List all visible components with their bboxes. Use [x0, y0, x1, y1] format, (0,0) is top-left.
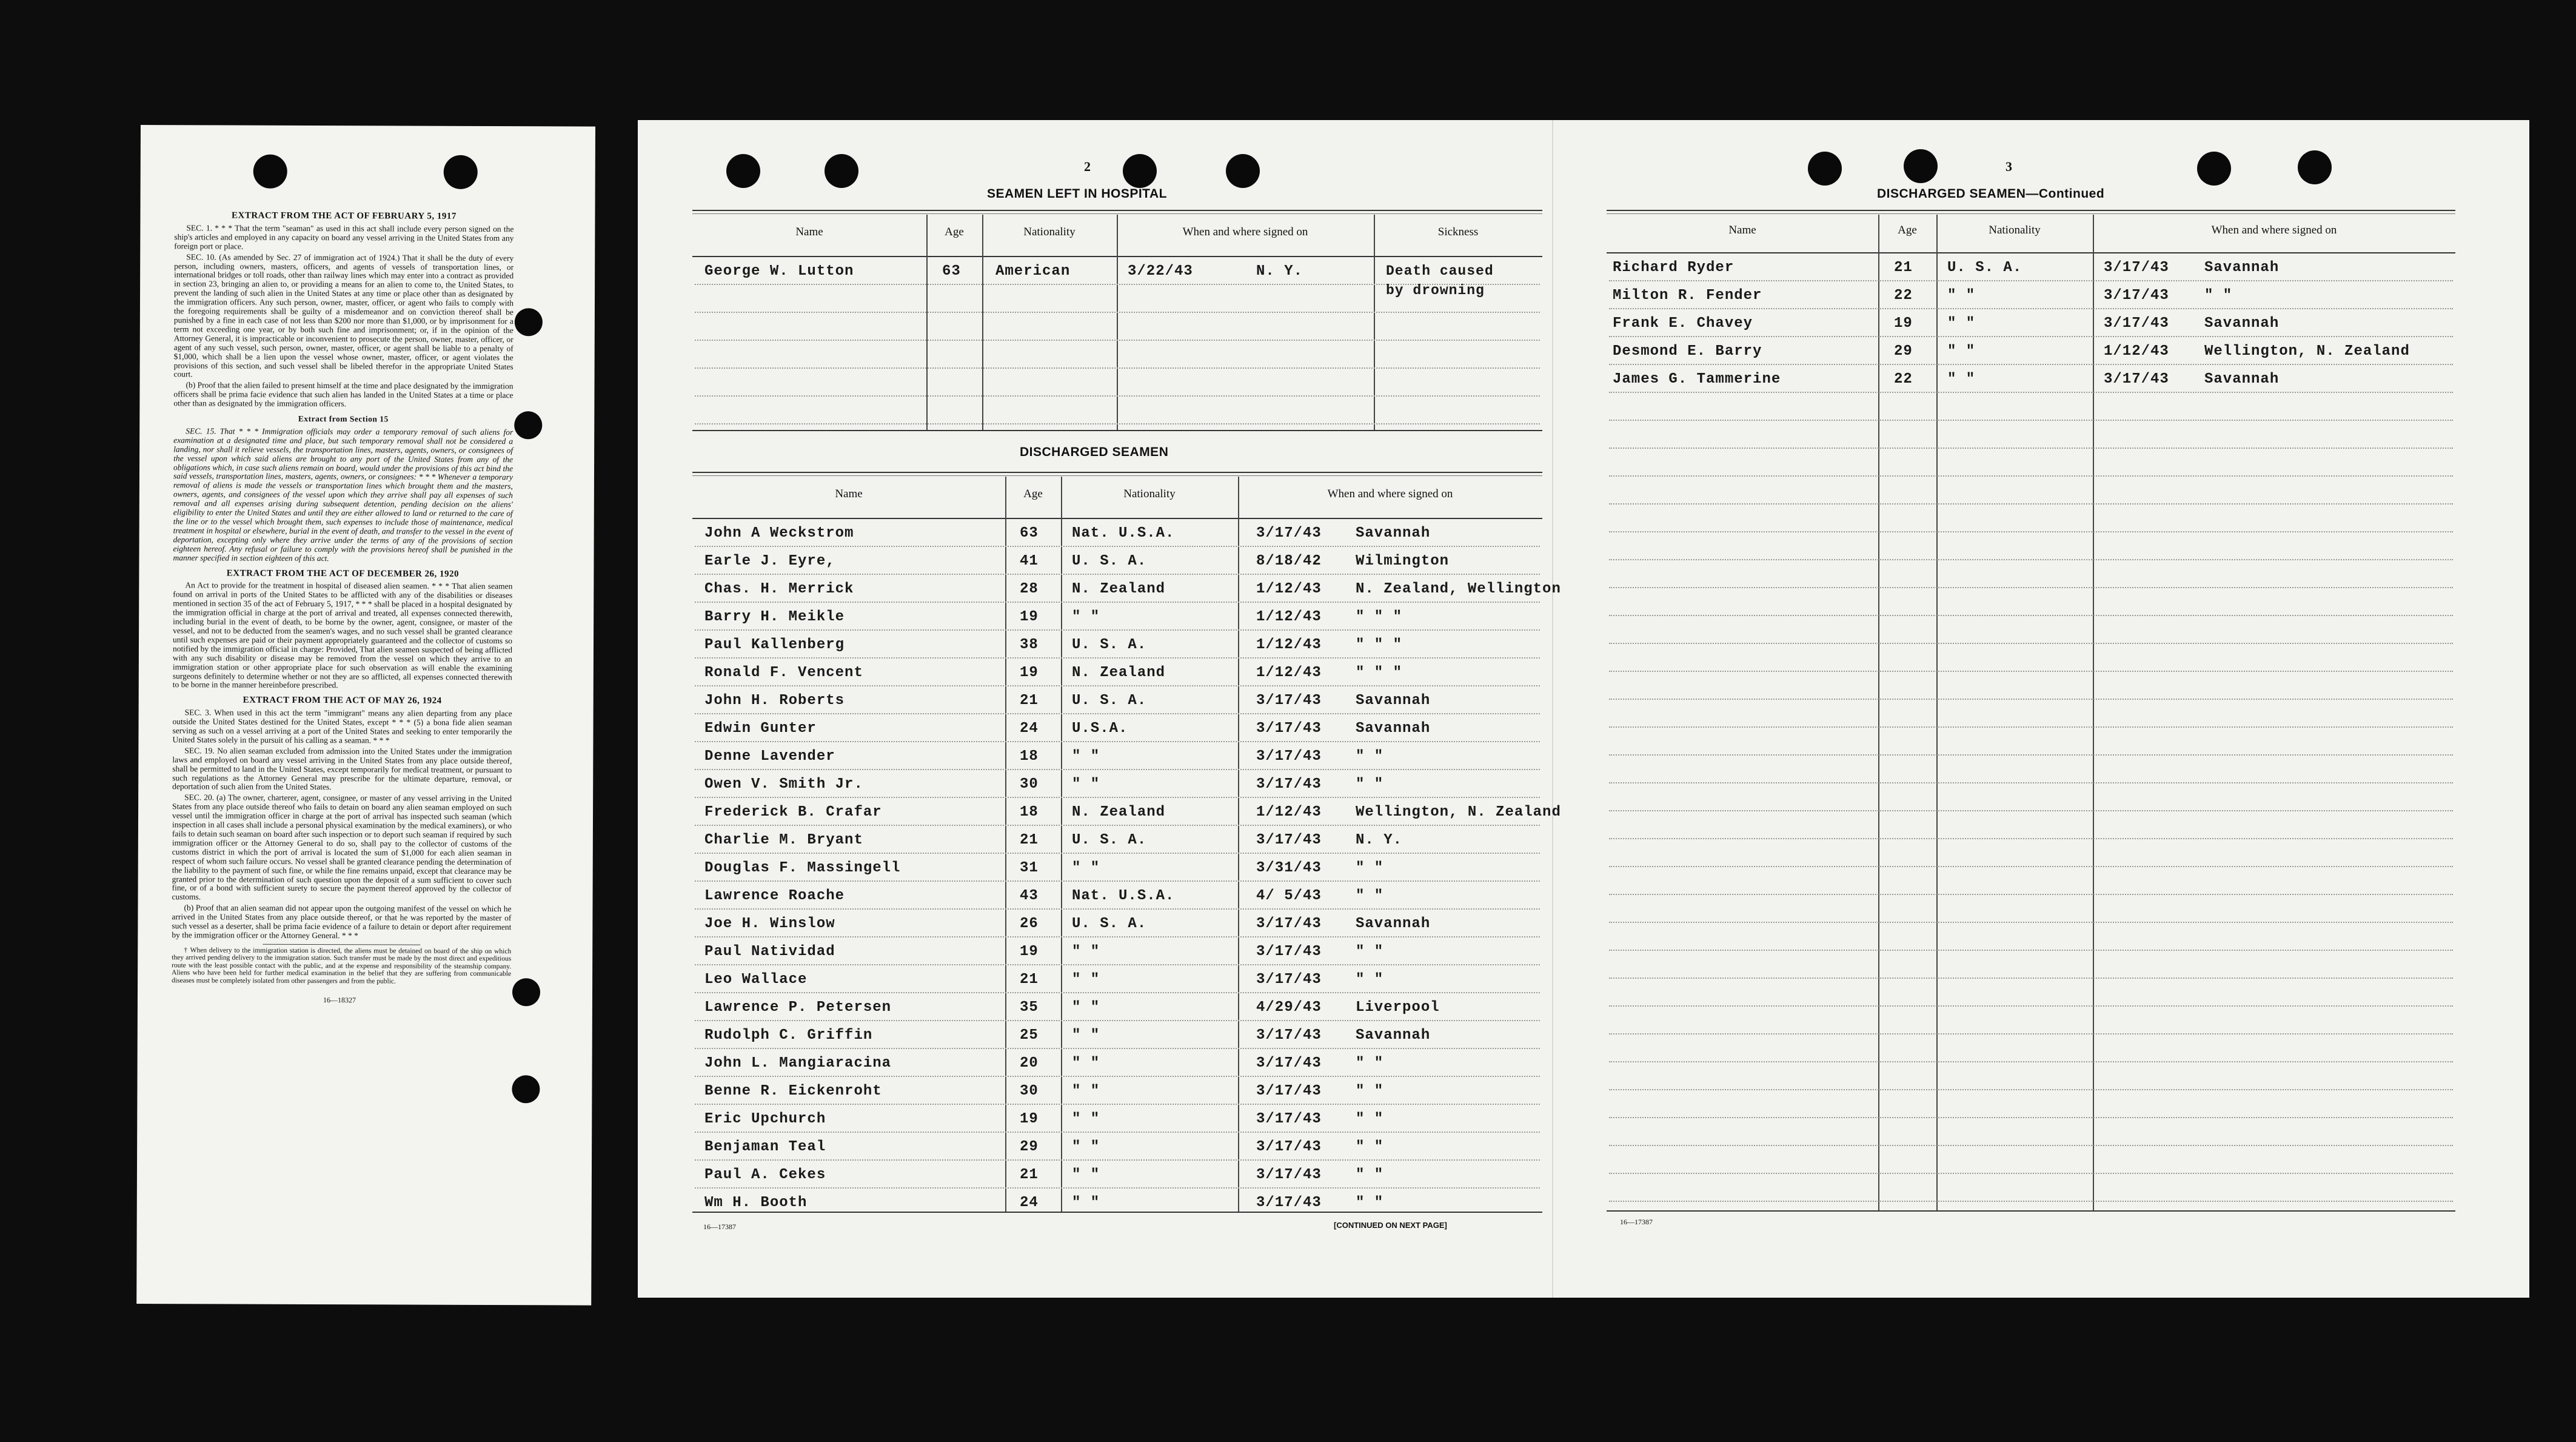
cell-nationality: " " — [1947, 287, 1976, 304]
cell-date: 1/12/43 — [1256, 804, 1322, 820]
cell-name: Paul A. Cekes — [704, 1167, 826, 1183]
cell-date: 1/12/43 — [1256, 581, 1322, 597]
cell-date: 1/12/43 — [1256, 609, 1322, 625]
row-rule — [1609, 336, 2453, 337]
cell-age: 19 — [1894, 315, 1913, 332]
row-rule — [1609, 754, 2453, 756]
punch-hole — [2298, 150, 2332, 184]
cell-age: 30 — [1020, 1083, 1039, 1099]
cell-place: " " " — [1356, 637, 1403, 653]
cell-place: " " — [1356, 971, 1384, 988]
row-rule — [695, 602, 1540, 603]
cell-name: Lawrence Roache — [704, 888, 845, 904]
table-bottom-rule — [692, 430, 1542, 431]
row-rule — [695, 741, 1540, 742]
cell-name: Richard Ryder — [1613, 260, 1735, 276]
hospital-title: SEAMEN LEFT IN HOSPITAL — [987, 187, 1167, 201]
act-1920-text: An Act to provide for the treatment in hospital of diseased alien seamen. * * * That alien seamen found on arrival in ports of the United States to be afflicted with any of the disabilities or diseases mentioned in section 35 of the act of February 5, 1917, * * * shall be placed in a hospital designated by the immigration official in charge at the port of arrival and treated, all expenses connected therewith, including burial in the event of death, to be borne by the owner, agent, consignee, or master of the vessel, and not to be deducted from the seamen's wages, and no such vessel shall be granted clearance until such expenses are paid or their payment appropriately guaranteed and the collector of customs so notified by the immigration official in charge: Provided, That alien seamen suspected of being afflicted with any such disability or disease may be removed from the vessel on which they arrive to an immigration station or other appropriate place for such observation as will enable the examining surgeons definitely to determine whether or not they are so afflicted, all expenses connected therewith to be borne in the manner hereinbefore prescribed. — [172, 580, 513, 690]
act-1924-sec20b: (b) Proof that an alien seaman did not appear upon the outgoing manifest of the vessel on which he arrived in the United States from any place outside thereof, or that he was reported by the master of such vessel as a deserter, shall be prima facie evidence of a failure to detain or deport after requirement by the immigration officer or the Attorney General. * * * — [172, 903, 512, 941]
cell-name: Earle J. Eyre, — [704, 553, 835, 569]
cell-age: 38 — [1020, 637, 1039, 653]
cell-date: 3/17/43 — [1256, 720, 1322, 737]
row-rule — [695, 880, 1540, 882]
cell-place: Liverpool — [1356, 999, 1440, 1016]
row-rule — [695, 340, 1540, 341]
cell-nationality: " " — [1072, 609, 1100, 625]
column-header-3: When and where signed on — [1182, 226, 1308, 238]
cell-place: Savannah — [1356, 1027, 1431, 1044]
column-header-2: Nationality — [1023, 226, 1076, 238]
row-rule — [695, 1159, 1540, 1161]
cell-place: Savannah — [2204, 371, 2280, 387]
cell-nationality: " " — [1072, 1195, 1100, 1211]
row-rule — [1609, 1033, 2453, 1035]
column-header-0: Name — [1728, 224, 1756, 236]
cell-name: Leo Wallace — [704, 971, 808, 988]
page-fold — [1552, 120, 1553, 1298]
row-rule — [1609, 308, 2453, 309]
column-header-2: Nationality — [1123, 488, 1176, 500]
punch-hole — [514, 411, 542, 439]
row-rule — [1609, 615, 2453, 616]
footnote: † When delivery to the immigration station is directed, the aliens must be detained on board of the ship on which they arrived pending delivery to the immigration station. Such transfer must be made by the most direct and expeditious route with the least possible contact with the public, and at the expense and responsibility of the steamship company. Aliens who have been held for further medical examination in the belief that they are suffering from communicable diseases must be completely isolated from other passengers and from the public. — [172, 947, 512, 985]
row-rule — [695, 853, 1540, 854]
cell-nationality: " " — [1072, 776, 1100, 793]
row-rule — [1609, 1117, 2453, 1118]
column-divider — [1374, 215, 1375, 431]
column-header-1: Age — [945, 226, 964, 238]
cell-nationality: " " — [1072, 860, 1100, 876]
row-rule — [695, 685, 1540, 686]
cell-date: 3/17/43 — [2104, 287, 2169, 304]
cell-age: 21 — [1020, 832, 1039, 848]
discharged-table — [692, 472, 1561, 1213]
cell-nationality: U. S. A. — [1072, 832, 1147, 848]
form-number: 16—17387 — [1620, 1218, 1653, 1226]
row-rule — [1609, 280, 2453, 281]
punch-hole — [515, 308, 543, 336]
cell-date: 3/17/43 — [1256, 1111, 1322, 1127]
cell-name: Joe H. Winslow — [704, 916, 835, 932]
row-rule — [695, 964, 1540, 965]
cell-place: N. Y. — [1256, 263, 1303, 280]
row-rule — [1609, 1061, 2453, 1062]
page-number: 2 — [1084, 159, 1091, 174]
section-1: SEC. 1. * * * That the term "seaman" as used in this act shall include every person signed on the ship's articles and employed in any capacity on board any vessel arriving in the United States from any foreign port or place. — [174, 223, 514, 251]
row-rule — [695, 574, 1540, 575]
row-rule — [1609, 420, 2453, 421]
cell-name: Chas. H. Merrick — [704, 581, 854, 597]
cell-nationality: " " — [1947, 371, 1976, 387]
cell-place: N. Y. — [1356, 832, 1403, 848]
column-header-4: Sickness — [1437, 226, 1479, 238]
cell-name: John L. Mangiaracina — [704, 1055, 892, 1071]
row-rule — [1609, 1089, 2453, 1090]
punch-hole — [512, 1075, 540, 1103]
row-rule — [695, 936, 1540, 937]
punch-hole — [726, 154, 760, 188]
cell-age: 41 — [1020, 553, 1039, 569]
cell-nationality: American — [995, 263, 1071, 280]
section-15: SEC. 15. That * * * Immigration officials may order a temporary removal of such aliens for examination at a designated time and place, but such temporary removal shall not be considered a landing, nor shall it relieve vessels, the transportation lines, masters, agents, owners, or consignees of the vessel upon which said aliens are brought to any port of the United States from any of the obligations which, in case such aliens remain on board, would under the provisions of this act bind the said vessels, transportation lines, masters, agents, owners, or consignees: * * * Whenever a temporary removal of aliens is made the vessels or transportation lines which brought them and the masters, owners, agents, and consignees of the vessel upon which they arrive shall pay all expenses of such removal and all expenses arising during subsequent detention, pending decision on the aliens' eligibility to enter the United States and until they are either allowed to land or returned to the care of the line or to the vessel which brought them, such expenses to include those of maintenance, medical treatment in hospital or elsewhere, burial in the event of death, and transfer to the vessel in the event of deportation, excepting only where they arrive under the terms of any of the provisions of section eighteen hereof. Any refusal or failure to comply with the provisions hereof shall be punished in the manner specified in section eighteen of this act. — [173, 426, 514, 563]
row-rule — [695, 1104, 1540, 1105]
table-top-rule — [692, 210, 1542, 211]
cell-age: 25 — [1020, 1027, 1039, 1044]
row-rule — [695, 1132, 1540, 1133]
cell-name: Benjaman Teal — [704, 1139, 826, 1155]
act-1924-sec3: SEC. 3. When used in this act the term "immigrant" means any alien departing from any place outside the United States destined for the United States, except * * * (5) a bona fide alien seaman serving as such on a vessel arriving at a port of the United States and seeking to enter temporarily the United States solely in the pursuit of his calling as a seaman. * * * — [172, 708, 512, 745]
cell-place: " " — [1356, 748, 1384, 765]
column-header-0: Name — [795, 226, 823, 238]
cell-nationality: N. Zealand — [1072, 665, 1166, 681]
page-number: 3 — [2006, 159, 2012, 174]
cell-age: 29 — [1020, 1139, 1039, 1155]
cell-date: 3/17/43 — [1256, 832, 1322, 848]
cell-date: 4/ 5/43 — [1256, 888, 1322, 904]
cell-name: John A Weckstrom — [704, 525, 854, 542]
cell-place: " " — [1356, 944, 1384, 960]
cell-age: 21 — [1020, 971, 1039, 988]
cell-nationality: " " — [1072, 748, 1100, 765]
row-rule — [1609, 671, 2453, 672]
continued-table — [1607, 210, 2455, 1212]
cell-date: 3/17/43 — [1256, 1195, 1322, 1211]
cell-age: 26 — [1020, 916, 1039, 932]
cell-age: 43 — [1020, 888, 1039, 904]
cell-name: George W. Lutton — [704, 263, 854, 280]
cell-name: Benne R. Eickenroht — [704, 1083, 882, 1099]
cell-age: 31 — [1020, 860, 1039, 876]
cell-place: N. Zealand, Wellington — [1356, 581, 1561, 597]
cell-name: Frederick B. Crafar — [704, 804, 882, 820]
cell-nationality: U. S. A. — [1072, 553, 1147, 569]
cell-age: 19 — [1020, 665, 1039, 681]
cell-date: 3/17/43 — [1256, 1027, 1322, 1044]
cell-date: 3/17/43 — [1256, 944, 1322, 960]
cell-nationality: " " — [1072, 1083, 1100, 1099]
cell-place: " " — [2204, 287, 2233, 304]
row-rule — [1609, 1005, 2453, 1007]
act-1924-sec19: SEC. 19. No alien seaman excluded from admission into the United States under the immigration laws and employed on board any vessel arriving in the United States from any place outside thereof, shall be permitted to land in the United States, except temporarily for medical treatment, or pursuant to such regulations as the Attorney General may prescribe for the ultimate departure, removal, or deportation of such alien from the United States. — [172, 746, 512, 792]
row-rule — [1609, 838, 2453, 839]
cell-age: 19 — [1020, 944, 1039, 960]
cell-name: Desmond E. Barry — [1613, 343, 1762, 360]
cell-date: 3/17/43 — [1256, 971, 1322, 988]
cell-name: Denne Lavender — [704, 748, 835, 765]
header-rule — [1607, 252, 2455, 253]
cell-place: Savannah — [1356, 692, 1431, 709]
cell-date: 1/12/43 — [2104, 343, 2169, 360]
cell-nationality: Nat. U.S.A. — [1072, 888, 1175, 904]
cell-date: 3/17/43 — [2104, 315, 2169, 332]
row-rule — [1609, 978, 2453, 979]
column-header-3: When and where signed on — [2211, 224, 2337, 236]
cell-date: 3/17/43 — [1256, 1055, 1322, 1071]
cell-nationality: Nat. U.S.A. — [1072, 525, 1175, 542]
cell-nationality: " " — [1072, 999, 1100, 1016]
row-rule — [695, 825, 1540, 826]
cell-date: 3/17/43 — [1256, 916, 1322, 932]
cell-place: " " — [1356, 1139, 1384, 1155]
column-header-2: Nationality — [1989, 224, 2041, 236]
cell-age: 22 — [1894, 371, 1913, 387]
cell-age: 21 — [1894, 260, 1913, 276]
cell-nationality: " " — [1072, 1027, 1100, 1044]
column-header-0: Name — [835, 488, 863, 500]
form-number: 16—17387 — [703, 1222, 736, 1231]
cell-place: " " — [1356, 1083, 1384, 1099]
row-rule — [1609, 1145, 2453, 1146]
cell-name: Milton R. Fender — [1613, 287, 1762, 304]
column-header-1: Age — [1898, 224, 1917, 236]
cell-age: 19 — [1020, 1111, 1039, 1127]
heading-act-1917: EXTRACT FROM THE ACT OF FEBRUARY 5, 1917 — [231, 210, 457, 221]
row-rule — [695, 1187, 1540, 1189]
column-divider — [926, 215, 928, 431]
cell-date: 3/17/43 — [2104, 371, 2169, 387]
header-rule — [692, 518, 1542, 519]
row-rule — [695, 908, 1540, 910]
column-divider — [982, 215, 983, 431]
cell-date: 3/17/43 — [1256, 1083, 1322, 1099]
cell-date: 3/17/43 — [1256, 748, 1322, 765]
cell-name: Edwin Gunter — [704, 720, 817, 737]
cell-nationality: " " — [1947, 315, 1976, 332]
cell-nationality: " " — [1072, 944, 1100, 960]
punch-hole — [825, 154, 858, 188]
cell-nationality: " " — [1947, 343, 1976, 360]
column-header-1: Age — [1023, 488, 1043, 500]
punch-hole — [2197, 152, 2231, 186]
cell-date: 3/17/43 — [2104, 260, 2169, 276]
cell-place: " " " — [1356, 665, 1403, 681]
cell-name: Paul Kallenberg — [704, 637, 845, 653]
punch-hole — [444, 155, 478, 189]
row-rule — [695, 395, 1540, 397]
cell-place: Wellington, N. Zealand — [1356, 804, 1561, 820]
cell-nationality: " " — [1072, 971, 1100, 988]
table-bottom-rule — [692, 1212, 1542, 1213]
cell-age: 24 — [1020, 1195, 1039, 1211]
table-top-rule — [1607, 213, 2455, 214]
cell-place: " " — [1356, 1167, 1384, 1183]
row-rule — [1609, 448, 2453, 449]
row-rule — [695, 1076, 1540, 1077]
cell-name: Rudolph C. Griffin — [704, 1027, 873, 1044]
cell-date: 3/17/43 — [1256, 692, 1322, 709]
cell-name: Frank E. Chavey — [1613, 315, 1753, 332]
cell-nationality: " " — [1072, 1055, 1100, 1071]
act-1924-sec20: SEC. 20. (a) The owner, charterer, agent, consignee, or master of any vessel arriving in the United States from any place outside thereof who fails to detain on board any alien seaman employed on such vessel until the immigration officer in charge at the port of arrival has inspected such seaman (which inspection in all cases shall include a personal physical examination by the medical examiners), or who fails to detain such seaman on board after such inspection or to deport such seaman if required by such immigration officer or the Attorney General to do so, shall pay to the collector of customs of the customs district in which the port of arrival is located the sum of $1,000 for each alien seaman in respect of whom such failure occurs. No vessel shall be granted clearance pending the determination of the liability to the payment of such fine, or while the fine remains unpaid, except that clearance may be granted prior to the determination of such question upon the deposit of a sum sufficient to cover such fine, or of a bond with sufficient surety to secure the payment thereof approved by the collector of customs. — [172, 793, 512, 902]
cell-place: Savannah — [1356, 916, 1431, 932]
row-rule — [1609, 559, 2453, 560]
punch-hole — [1123, 154, 1157, 188]
row-rule — [1609, 782, 2453, 783]
column-divider — [1238, 477, 1239, 1213]
column-divider — [1117, 215, 1118, 431]
row-rule — [1609, 922, 2453, 923]
continued-title: DISCHARGED SEAMEN—Continued — [1877, 187, 2105, 201]
cell-place: Wilmington — [1356, 553, 1450, 569]
heading-act-1924: EXTRACT FROM THE ACT OF MAY 26, 1924 — [243, 695, 442, 706]
table-top-rule — [692, 213, 1542, 214]
continued-note: [CONTINUED ON NEXT PAGE] — [1334, 1221, 1447, 1230]
cell-name: Owen V. Smith Jr. — [704, 776, 863, 793]
punch-hole — [512, 978, 540, 1006]
cell-nationality: U. S. A. — [1072, 692, 1147, 709]
cell-age: 21 — [1020, 692, 1039, 709]
cell-age: 21 — [1020, 1167, 1039, 1183]
cell-nationality: U. S. A. — [1072, 916, 1147, 932]
cell-date: 3/17/43 — [1256, 1139, 1322, 1155]
cell-date: 3/17/43 — [1256, 776, 1322, 793]
cell-place: " " — [1356, 776, 1384, 793]
row-rule — [1609, 950, 2453, 951]
cell-date: 3/22/43 — [1128, 263, 1193, 280]
row-rule — [1609, 810, 2453, 811]
table-top-rule — [692, 472, 1542, 473]
section-10b: (b) Proof that the alien failed to present himself at the time and place designated by the immigration officers shall be prima facie evidence that such alien has landed in the United States at a time or place other than as designated by the immigration officers. — [173, 380, 514, 409]
cell-date: 1/12/43 — [1256, 665, 1322, 681]
row-rule — [1609, 894, 2453, 895]
cell-age: 20 — [1020, 1055, 1039, 1071]
heading-section-15: Extract from Section 15 — [298, 414, 389, 424]
cell-age: 19 — [1020, 609, 1039, 625]
row-rule — [1609, 503, 2453, 505]
cell-name: Lawrence P. Petersen — [704, 999, 892, 1016]
row-rule — [1609, 392, 2453, 393]
cell-age: 24 — [1020, 720, 1039, 737]
cell-place: Savannah — [2204, 260, 2280, 276]
row-rule — [1609, 866, 2453, 867]
table-top-rule — [692, 475, 1542, 476]
row-rule — [695, 1048, 1540, 1049]
column-divider — [1061, 477, 1062, 1213]
cell-date: 4/29/43 — [1256, 999, 1322, 1016]
form-number: 16—18327 — [323, 996, 356, 1005]
cell-name: Charlie M. Bryant — [704, 832, 863, 848]
cell-date: 3/17/43 — [1256, 525, 1322, 542]
cell-date: 3/31/43 — [1256, 860, 1322, 876]
cell-age: 18 — [1020, 748, 1039, 765]
column-header-3: When and where signed on — [1327, 488, 1453, 500]
cell-name: Eric Upchurch — [704, 1111, 826, 1127]
section-10: SEC. 10. (As amended by Sec. 27 of immigration act of 1924.) That it shall be the duty of every person, including owners, masters, officers, and agents of vessels of transportation lines, or international bridges or toll roads, other than railway lines which may enter into a contract as provided in section 23, bringing an alien to, or providing a means for an alien to come to, the United States, to prevent the landing of such alien in the United States at any time or place other than as designated by the immigration officers. Any such person, owner, master, officer, or agent who fails to comply with the foregoing requirements shall be guilty of a misdemeanor and on conviction thereof shall be punished by a fine in each case of not less than $200 nor more than $1,000, or by imprisonment for a term not exceeding one year, or by both such fine and imprisonment; or, if in the opinion of the Attorney General, it is impracticable or inconvenient to prosecute the person, owner, master, officer, or agent of any such vessel, such person, owner, master, officer, or agent shall be liable to a penalty of $1,000, which shall be a lien upon the vessel whose owner, master, officer, or agent violates the provisions of this section, and such vessel shall be libeled therefor in the appropriate United States court. — [173, 252, 514, 379]
cell-name: James G. Tammerine — [1613, 371, 1781, 387]
table-top-rule — [1607, 210, 2455, 211]
cell-place: Savannah — [1356, 720, 1431, 737]
row-rule — [695, 629, 1540, 631]
legal-text — [172, 205, 514, 1005]
row-rule — [1609, 1173, 2453, 1174]
column-divider — [1005, 477, 1006, 1213]
punch-hole — [253, 155, 287, 189]
cell-age: 29 — [1894, 343, 1913, 360]
row-rule — [695, 992, 1540, 993]
row-rule — [695, 1020, 1540, 1021]
punch-hole — [1808, 152, 1842, 186]
row-rule — [1609, 531, 2453, 532]
legal-extract-page — [136, 125, 595, 1306]
cell-age: 35 — [1020, 999, 1039, 1016]
row-rule — [695, 769, 1540, 770]
cell-name: John H. Roberts — [704, 692, 845, 709]
row-rule — [695, 713, 1540, 714]
cell-nationality: N. Zealand — [1072, 581, 1166, 597]
row-rule — [1609, 1201, 2453, 1202]
cell-age: 28 — [1020, 581, 1039, 597]
cell-age: 30 — [1020, 776, 1039, 793]
row-rule — [695, 546, 1540, 547]
punch-hole — [1226, 154, 1260, 188]
divider — [263, 944, 420, 945]
heading-act-1920: EXTRACT FROM THE ACT OF DECEMBER 26, 1920 — [226, 568, 460, 579]
hospital-table — [692, 210, 1542, 431]
row-rule — [695, 797, 1540, 798]
cell-nationality: U. S. A. — [1072, 637, 1147, 653]
cell-age: 63 — [942, 263, 961, 280]
row-rule — [695, 423, 1540, 424]
cell-place: " " " — [1356, 609, 1403, 625]
cell-nationality: " " — [1072, 1139, 1100, 1155]
cell-date: 1/12/43 — [1256, 637, 1322, 653]
cell-name: Barry H. Meikle — [704, 609, 845, 625]
table-bottom-rule — [1607, 1210, 2455, 1212]
cell-place: Savannah — [2204, 315, 2280, 332]
cell-nationality: " " — [1072, 1167, 1100, 1183]
cell-name: Paul Natividad — [704, 944, 835, 960]
cell-nationality: U.S.A. — [1072, 720, 1128, 737]
cell-nationality: U. S. A. — [1947, 260, 2022, 276]
cell-nationality: N. Zealand — [1072, 804, 1166, 820]
cell-place: " " — [1356, 1055, 1384, 1071]
cell-sickness: Death caused — [1386, 263, 1494, 279]
row-rule — [1609, 726, 2453, 728]
row-rule — [1609, 587, 2453, 588]
cell-place: Wellington, N. Zealand — [2204, 343, 2410, 360]
cell-place: " " — [1356, 1195, 1384, 1211]
row-rule — [695, 657, 1540, 659]
cell-name: Douglas F. Massingell — [704, 860, 901, 876]
cell-age: 22 — [1894, 287, 1913, 304]
cell-sickness: by drowning — [1386, 283, 1485, 298]
cell-age: 18 — [1020, 804, 1039, 820]
cell-age: 63 — [1020, 525, 1039, 542]
cell-place: " " — [1356, 860, 1384, 876]
cell-place: " " — [1356, 888, 1384, 904]
cell-place: " " — [1356, 1111, 1384, 1127]
row-rule — [695, 367, 1540, 369]
cell-name: Ronald F. Vencent — [704, 665, 863, 681]
punch-hole — [1904, 149, 1938, 183]
row-rule — [1609, 475, 2453, 477]
cell-nationality: " " — [1072, 1111, 1100, 1127]
row-rule — [1609, 364, 2453, 365]
cell-date: 3/17/43 — [1256, 1167, 1322, 1183]
discharged-title: DISCHARGED SEAMEN — [1020, 445, 1169, 459]
row-rule — [1609, 699, 2453, 700]
cell-place: Savannah — [1356, 525, 1431, 542]
cell-name: Wm H. Booth — [704, 1195, 808, 1211]
row-rule — [695, 312, 1540, 313]
manifest-spread — [638, 120, 2529, 1298]
row-rule — [1609, 643, 2453, 644]
cell-date: 8/18/42 — [1256, 553, 1322, 569]
